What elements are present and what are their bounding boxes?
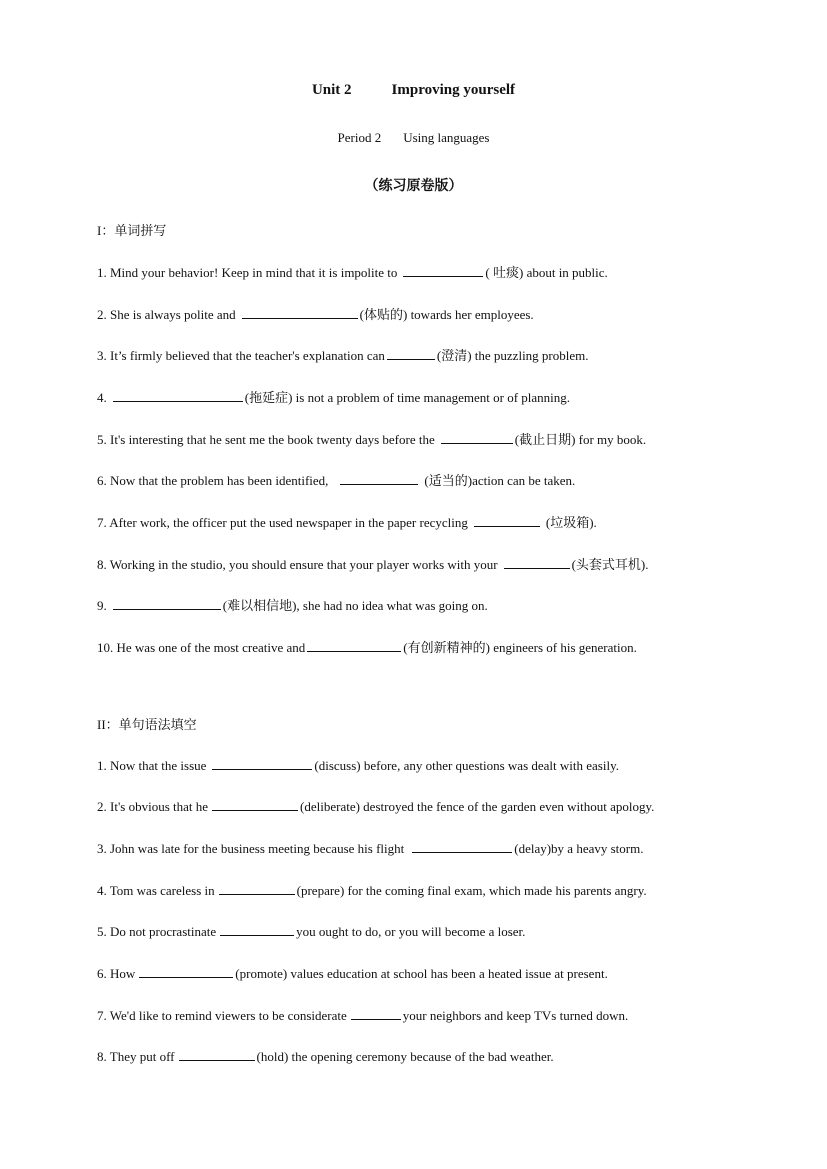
edition-label: （练习原卷版） — [364, 179, 463, 194]
answer-blank[interactable] — [504, 556, 570, 569]
section1-title: I：单词拼写 — [97, 223, 167, 238]
section2-title: II：单句语法填空 — [97, 717, 197, 732]
answer-blank[interactable] — [212, 798, 298, 811]
period-subtitle — [0, 130, 827, 146]
question-item: 4. Tom was careless in (prepare) for the coming final exam, which made his parents angry. — [97, 883, 647, 898]
question-item: 2. It's obvious that he (deliberate) destroyed the fence of the garden even without apology. — [97, 799, 655, 814]
question-item: 6. Now that the problem has been identified, (适当的)action can be taken. — [97, 473, 576, 488]
period-number: Period 2 — [337, 130, 382, 145]
answer-blank[interactable] — [242, 306, 358, 319]
question-item: 3. It’s firmly believed that the teacher's explanation can (澄清) the puzzling problem. — [97, 348, 589, 363]
answer-blank[interactable] — [403, 264, 483, 277]
answer-blank[interactable] — [113, 597, 221, 610]
answer-blank[interactable] — [139, 965, 233, 978]
answer-blank[interactable] — [307, 639, 401, 652]
answer-blank[interactable] — [412, 840, 512, 853]
answer-blank[interactable] — [212, 757, 312, 770]
question-item: 7. We'd like to remind viewers to be considerate your neighbors and keep TVs turned down. — [97, 1008, 629, 1023]
question-item: 6. How (promote) values education at school has been a heated issue at present. — [97, 966, 608, 981]
question-item: 8. Working in the studio, you should ensure that your player works with your (头套式耳机). — [97, 557, 649, 572]
question-item: 9. (难以相信地), she had no idea what was going on. — [97, 598, 488, 613]
answer-blank[interactable] — [340, 472, 418, 485]
unit-name: Improving yourself — [391, 82, 516, 98]
answer-blank[interactable] — [219, 882, 295, 895]
question-item: 8. They put off (hold) the opening ceremony because of the bad weather. — [97, 1049, 554, 1064]
period-name: Using languages — [403, 130, 490, 145]
question-item: 1. Mind your behavior! Keep in mind that it is impolite to ( 吐痰) about in public. — [97, 265, 608, 280]
answer-blank[interactable] — [387, 347, 435, 360]
answer-blank[interactable] — [441, 431, 513, 444]
answer-blank[interactable] — [113, 389, 243, 402]
question-item: 10. He was one of the most creative and (有创新精神的) engineers of his generation. — [97, 640, 637, 655]
question-item: 4. (拖延症) is not a problem of time management or of planning. — [97, 390, 571, 405]
unit-title — [0, 82, 827, 99]
answer-blank[interactable] — [351, 1007, 401, 1020]
question-item: 7. After work, the officer put the used newspaper in the paper recycling (垃圾箱). — [97, 515, 597, 530]
unit-number: Unit 2 — [311, 82, 352, 98]
answer-blank[interactable] — [474, 514, 540, 527]
answer-blank[interactable] — [179, 1048, 255, 1061]
question-item: 1. Now that the issue (discuss) before, any other questions was dealt with easily. — [97, 758, 619, 773]
question-item: 3. John was late for the business meeting because his flight (delay)by a heavy storm. — [97, 841, 644, 856]
question-item: 5. It's interesting that he sent me the book twenty days before the (截止日期) for my book. — [97, 432, 647, 447]
question-item: 5. Do not procrastinate you ought to do, or you will become a loser. — [97, 924, 526, 939]
question-item: 2. She is always polite and (体贴的) towards her employees. — [97, 307, 534, 322]
answer-blank[interactable] — [220, 923, 294, 936]
